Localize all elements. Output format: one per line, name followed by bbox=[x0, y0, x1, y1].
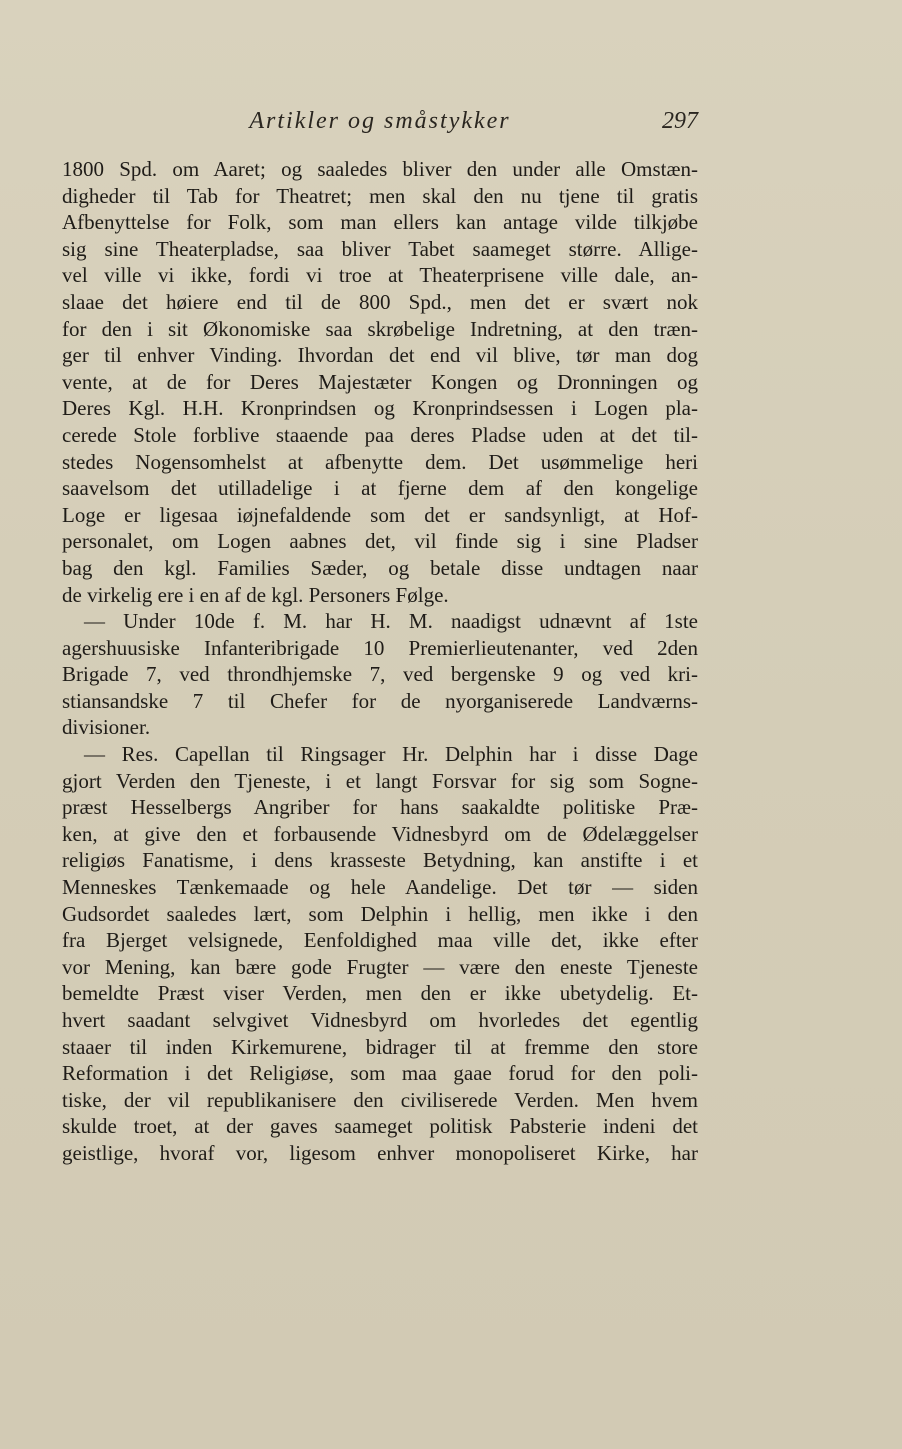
text-line: 1800 Spd. om Aaret; og saaledes bliver den under alle Omstæn- bbox=[62, 157, 698, 181]
text-line: bag den kgl. Families Sæder, og betale disse undtagen naar bbox=[62, 555, 698, 580]
text-line: vor Mening, kan bære gode Frugter — være den eneste Tjeneste bbox=[62, 954, 698, 979]
text-line: religiøs Fanatisme, i dens krasseste Betydning, kan anstifte i et bbox=[62, 848, 698, 873]
text-line: personalet, om Logen aabnes det, vil finde sig i sine Pladser bbox=[62, 529, 698, 554]
text-line: skulde troet, at der gaves saameget politisk Pabsterie indeni det bbox=[62, 1114, 698, 1139]
text-line: gjort Verden den Tjeneste, i et langt Forsvar for sig som Sogne- bbox=[62, 768, 698, 793]
text-line: Loge er ligesaa iøjnefaldende som det er sandsynligt, at Hof- bbox=[62, 502, 698, 527]
text-line: cerede Stole forblive staaende paa deres Pladse uden at det til- bbox=[62, 422, 698, 447]
text-line: geistlige, hvoraf vor, ligesom enhver monopoliseret Kirke, har bbox=[62, 1140, 698, 1165]
running-head bbox=[62, 108, 698, 144]
text-line: bemeldte Præst viser Verden, men den er ikke ubetydelig. Et- bbox=[62, 981, 698, 1006]
text-line: hvert saadant selvgivet Vidnesbyrd om hvorledes det egentlig bbox=[62, 1008, 698, 1032]
text-line: fra Bjerget velsignede, Eenfoldighed maa ville det, ikke efter bbox=[62, 928, 698, 953]
text-line: staaer til inden Kirkemurene, bidrager til at fremme den store bbox=[62, 1034, 698, 1059]
text-line: Reformation i det Religiøse, som maa gaae forud for den poli- bbox=[62, 1061, 698, 1086]
text-line: præst Hesselbergs Angriber for hans saakaldte politiske Præ- bbox=[62, 795, 698, 820]
text-line: slaae det høiere end til de 800 Spd., men det er svært nok bbox=[62, 289, 698, 314]
text-line: vel ville vi ikke, fordi vi troe at Theaterprisene ville dale, an- bbox=[62, 263, 698, 288]
running-title: Artikler og småstykker bbox=[249, 108, 511, 134]
body-text bbox=[62, 156, 698, 1167]
text-line: Brigade 7, ved throndhjemske 7, ved bergenske 9 og ved kri- bbox=[62, 662, 698, 687]
text-line: sig sine Theaterpladse, saa bliver Tabet saameget større. Allige- bbox=[62, 236, 698, 261]
text-line: stiansandske 7 til Chefer for de nyorganiserede Landværns- bbox=[62, 688, 698, 713]
text-line: agershuusiske Infanteribrigade 10 Premierlieutenanter, ved 2den bbox=[62, 635, 698, 660]
text-line: saavelsom det utilladelige i at fjerne dem af den kongelige bbox=[62, 476, 698, 501]
text-line: Gudsordet saaledes lært, som Delphin i hellig, men ikke i den bbox=[62, 901, 698, 926]
paragraph-start-line: — Under 10de f. M. har H. M. naadigst udnævnt af 1ste bbox=[84, 609, 698, 634]
text-line: Menneskes Tænkemaade og hele Aandelige. Det tør — siden bbox=[62, 875, 698, 900]
text-line: tiske, der vil republikanisere den civiliserede Verden. Men hvem bbox=[62, 1087, 698, 1112]
paragraph-start-line: — Res. Capellan til Ringsager Hr. Delphin har i disse Dage bbox=[84, 742, 698, 767]
text-line: stedes Nogensomhelst at afbenytte dem. Det usømmelige heri bbox=[62, 449, 698, 474]
text-line: vente, at de for Deres Majestæter Kongen og Dronningen og bbox=[62, 369, 698, 394]
text-line: Deres Kgl. H.H. Kronprindsen og Kronprindsessen i Logen pla- bbox=[62, 396, 698, 421]
text-line: for den i sit Økonomiske saa skrøbelige Indretning, at den træn- bbox=[62, 316, 698, 341]
text-line: ken, at give den et forbausende Vidnesbyrd om de Ødelæggelser bbox=[62, 821, 698, 846]
text-line: ger til enhver Vinding. Ihvordan det end vil blive, tør man dog bbox=[62, 343, 698, 368]
paragraph-end-line: de virkelig ere i en af de kgl. Personers Følge. bbox=[62, 582, 449, 607]
page-number: 297 bbox=[662, 108, 698, 134]
paragraph-end-line: divisioner. bbox=[62, 715, 151, 740]
text-line: digheder til Tab for Theatret; men skal den nu tjene til gratis bbox=[62, 183, 698, 208]
text-line: Afbenyttelse for Folk, som man ellers kan antage vilde tilkjøbe bbox=[62, 210, 698, 235]
